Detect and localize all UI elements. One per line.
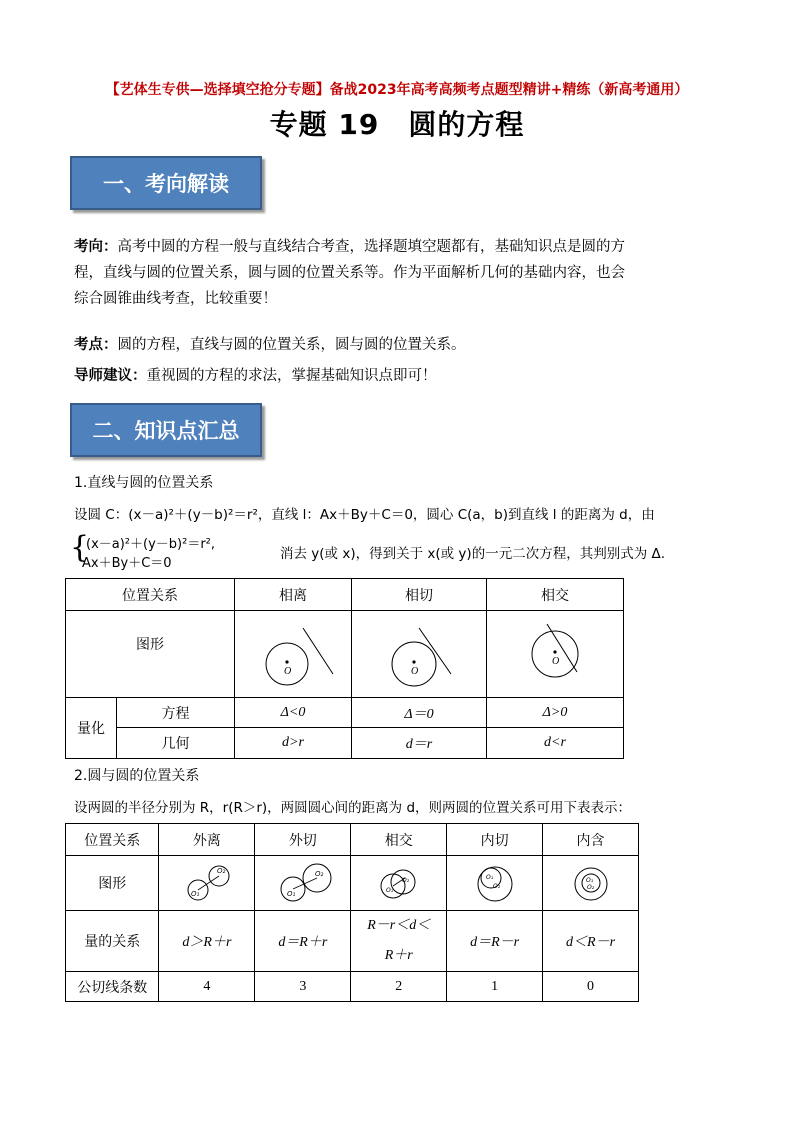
t1-head-separate: 相离 [235, 579, 352, 611]
t2-fig-internal-tangent [447, 856, 543, 911]
section-heading-1: 一、考向解读 [70, 156, 262, 210]
t2-head-internal-tangent: 内切 [447, 824, 543, 856]
t2-fig-external-separate [159, 856, 255, 911]
subheading-2: 2.圆与圆的位置关系 [74, 768, 200, 784]
t1-geo-intersect: d<r [487, 728, 624, 759]
t1-eq-separate: Δ<0 [235, 698, 352, 728]
t1-center-label-1: O [284, 666, 292, 677]
t2-o2-label-1: O₂ [216, 867, 226, 875]
t2-o1-label-2: O₁ [286, 890, 296, 898]
line-circle-table [65, 578, 624, 759]
t2-tan-external-tangent: 3 [255, 972, 351, 1002]
section-heading-2: 二、知识点汇总 [70, 403, 262, 457]
t1-eq-intersect: Δ>0 [487, 698, 624, 728]
system-rest-text: 消去 y(或 x)，得到关于 x(或 y)的一元二次方程，其判别式为 Δ. [280, 546, 666, 562]
circles-intersect-diagram [359, 858, 439, 908]
t2-tan-internal-tangent: 1 [447, 972, 543, 1002]
t1-geo-tangent: d＝r [352, 728, 487, 759]
line-circle-intersect-diagram [505, 614, 605, 694]
t1-center-label-2: O [411, 666, 419, 677]
t2-rel-external-separate: d＞R＋r [159, 911, 255, 972]
t1-head-intersect: 相交 [487, 579, 624, 611]
t1-figure-label [66, 611, 235, 698]
system-eq-2: Ax＋By＋C＝0 [82, 556, 172, 571]
t1-eq-label: 方程 [117, 698, 235, 728]
line-circle-separate-diagram [243, 614, 343, 694]
t2-o2-label-5: O₂ [586, 884, 594, 891]
line-circle-tangent-diagram [369, 614, 469, 694]
setup-line-2: 设两圆的半径分别为 R，r(R＞r)，两圆圆心间的距离为 d，则两圆的位置关系可用下表表示： [74, 800, 632, 816]
t2-rel-contained: d＜R－r [543, 911, 639, 972]
t1-fig-separate [235, 611, 352, 698]
t2-head-external-tangent: 外切 [255, 824, 351, 856]
t2-o1-label-4: O₁ [485, 874, 493, 881]
t2-rel-intersect [351, 911, 447, 972]
t1-quant-label: 量化 [66, 698, 117, 759]
t1-center-label-3: O [552, 656, 560, 667]
subheading-1: 1.直线与圆的位置关系 [74, 475, 214, 491]
t2-rel-intersect-line1: R－r＜d＜ [367, 918, 431, 933]
circles-contained-diagram [551, 858, 631, 908]
intro-text-1b: 程，直线与圆的位置关系，圆与圆的位置关系等。作为平面解析几何的基础内容，也会 [74, 265, 625, 281]
system-eq-1: (x－a)²＋(y－b)²＝r², [86, 537, 216, 552]
t2-fig-external-tangent [255, 856, 351, 911]
t2-rel-internal-tangent: d＝R－r [447, 911, 543, 972]
t2-fig-intersect [351, 856, 447, 911]
t1-head-position: 位置关系 [66, 579, 235, 611]
intro-text-1c: 综合圆锥曲线考查，比较重要！ [74, 291, 277, 307]
t1-head-tangent: 相切 [352, 579, 487, 611]
advice-text: 重视圆的方程的求法，掌握基础知识点即可！ [146, 368, 437, 384]
t2-rel-intersect-line2: R＋r [384, 948, 413, 963]
circles-external-separate-diagram [167, 858, 247, 908]
page-header: 【艺体生专供—选择填空抢分专题】备战2023年高考高频考点题型精讲+精练（新高考通用） [105, 82, 689, 98]
t1-geo-label: 几何 [117, 728, 235, 759]
label-advice: 导师建议： [74, 368, 147, 384]
t2-figure-label: 图形 [66, 856, 159, 911]
t2-o2-label-2: O₂ [314, 870, 324, 878]
t2-tan-contained: 0 [543, 972, 639, 1002]
system-brace: { [70, 530, 90, 565]
t2-o1-label-1: O₁ [190, 890, 200, 898]
t2-o1-label-5: O₁ [585, 877, 593, 884]
t2-rel-label: 量的关系 [66, 911, 159, 972]
t2-tan-intersect: 2 [351, 972, 447, 1002]
t1-fig-tangent [352, 611, 487, 698]
t2-head-intersect: 相交 [351, 824, 447, 856]
label-kaodian: 考点： [74, 337, 118, 353]
t2-o2-label-4: O₂ [492, 883, 500, 890]
t2-fig-contained [543, 856, 639, 911]
advice-line [74, 363, 724, 389]
circle-circle-table [65, 823, 639, 1002]
t2-o1-label-3: O₁ [385, 887, 393, 894]
t1-fig-intersect [487, 611, 624, 698]
t1-eq-tangent: Δ＝0 [352, 698, 487, 728]
t2-tan-external-separate: 4 [159, 972, 255, 1002]
t2-rel-external-tangent: d＝R＋r [255, 911, 351, 972]
circles-internal-tangent-diagram [455, 858, 535, 908]
t2-head-external-separate: 外离 [159, 824, 255, 856]
t2-tangent-count-label: 公切线条数 [66, 972, 159, 1002]
kaodian-line [74, 332, 724, 358]
intro-paragraph [74, 234, 724, 312]
circles-external-tangent-diagram [263, 858, 343, 908]
kaodian-text: 圆的方程，直线与圆的位置关系，圆与圆的位置关系。 [117, 337, 466, 353]
t2-head-position: 位置关系 [66, 824, 159, 856]
setup-line-1: 设圆 C：(x－a)²＋(y－b)²＝r²，直线 l：Ax＋By＋C＝0，圆心 C(a，b)到直线 l 的距离为 d，由 [74, 507, 655, 523]
intro-text-1a: 高考中圆的方程一般与直线结合考查，选择题填空题都有，基础知识点是圆的方 [117, 239, 625, 255]
page-title: 专题 19 圆的方程 [269, 108, 525, 141]
t1-figure-label-text: 图形 [136, 637, 164, 653]
label-kaoxiang: 考向： [74, 239, 118, 255]
t2-o2-label-3: O₂ [401, 877, 409, 884]
t1-geo-separate: d>r [235, 728, 352, 759]
t2-head-contained: 内含 [543, 824, 639, 856]
